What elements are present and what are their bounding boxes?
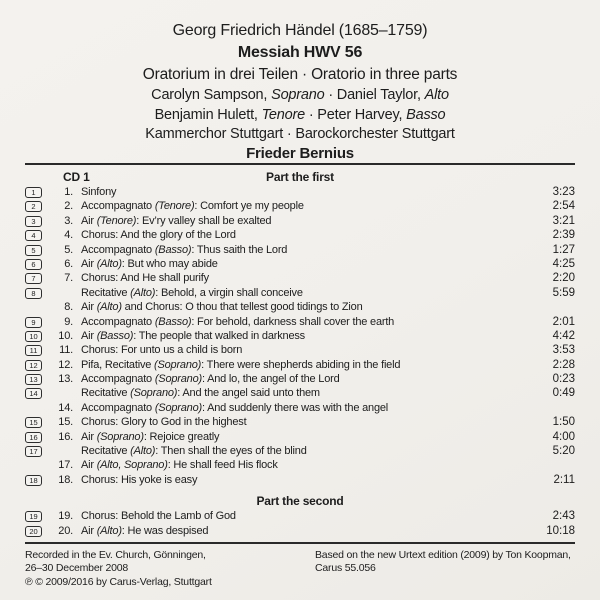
track-title: Accompagnato (Soprano): And lo, the angel of the Lord xyxy=(81,373,340,386)
movement-number: 15. xyxy=(58,416,73,429)
movement-number: 8. xyxy=(64,301,73,314)
conductor-line: Frieder Bernius xyxy=(246,145,354,162)
credit-line-edition: Based on the new Urtext edition (2009) by Ton Koopman, xyxy=(315,548,571,561)
track-row xyxy=(0,372,600,386)
movement-number: 9. xyxy=(64,315,73,328)
track-duration: 5:59 xyxy=(552,286,575,299)
soloists-line-2: Benjamin Hulett, Tenore · Peter Harvey, Basso xyxy=(154,107,446,123)
tracks-part-2 xyxy=(0,509,600,538)
track-row xyxy=(0,329,600,343)
cd-track-number-box: 18 xyxy=(25,475,42,486)
track-duration: 2:11 xyxy=(553,473,575,486)
track-title: Chorus: For unto us a child is born xyxy=(81,344,243,357)
track-row xyxy=(0,386,600,400)
cd-track-number-box xyxy=(25,302,42,313)
track-title: Recitative (Alto): Behold, a virgin shall conceive xyxy=(81,286,303,299)
track-row xyxy=(0,430,600,444)
track-title: Accompagnato (Basso): Thus saith the Lord xyxy=(81,243,288,256)
track-title: Chorus: And He shall purify xyxy=(81,272,209,285)
track-duration: 3:53 xyxy=(552,344,575,357)
track-title: Air (Alto): He was despised xyxy=(81,524,209,537)
cd-track-number-box: 13 xyxy=(25,374,42,385)
track-row xyxy=(0,214,600,228)
credit-line-copyright: ℗ © 2009/2016 by Carus-Verlag, Stuttgart xyxy=(25,575,212,588)
movement-number: 5. xyxy=(64,243,73,256)
cd-track-number-box: 8 xyxy=(25,288,42,299)
track-title: Air (Alto) and Chorus: O thou that tellest good tidings to Zion xyxy=(81,301,363,314)
track-duration: 3:21 xyxy=(552,214,575,227)
track-title: Air (Alto, Soprano): He shall feed His flock xyxy=(81,459,278,472)
cd-row xyxy=(0,169,600,185)
track-row xyxy=(0,286,600,300)
movement-number: 18. xyxy=(58,473,73,486)
movement-number: 13. xyxy=(58,373,73,386)
cd-track-number-box: 7 xyxy=(25,273,42,284)
track-title: Air (Tenore): Ev’ry valley shall be exalted xyxy=(81,214,272,227)
tracklist xyxy=(0,169,600,538)
track-row xyxy=(0,458,600,472)
movement-number: 6. xyxy=(64,257,73,270)
soloists-line-1: Carolyn Sampson, Soprano · Daniel Taylor, Alto xyxy=(151,87,449,103)
track-title: Accompagnato (Tenore): Comfort ye my people xyxy=(81,200,304,213)
track-duration: 0:49 xyxy=(552,387,575,400)
track-duration: 4:00 xyxy=(552,430,575,443)
cd-label: CD 1 xyxy=(63,170,90,184)
track-title: Recitative (Alto): Then shall the eyes of the blind xyxy=(81,445,307,458)
track-row xyxy=(0,509,600,523)
cd-track-number-box: 10 xyxy=(25,331,42,342)
work-title-line: Messiah HWV 56 xyxy=(237,44,363,61)
cd-track-number-box: 19 xyxy=(25,511,42,522)
track-row xyxy=(0,271,600,285)
track-duration: 2:43 xyxy=(552,510,575,523)
track-title: Air (Soprano): Rejoice greatly xyxy=(81,430,220,443)
cd-track-number-box: 16 xyxy=(25,432,42,443)
movement-number: 11. xyxy=(59,344,73,357)
track-row xyxy=(0,358,600,372)
movement-number: 20. xyxy=(58,524,73,537)
track-duration: 5:20 xyxy=(552,445,575,458)
movement-number: 1. xyxy=(64,186,73,198)
track-title: Pifa, Recitative (Soprano): There were shepherds abiding in the field xyxy=(81,358,401,371)
composer-line: Georg Friedrich Händel (1685–1759) xyxy=(172,22,428,39)
section-title-part-1: Part the first xyxy=(266,170,334,184)
track-title: Accompagnato (Soprano): And suddenly there was with the angel xyxy=(81,401,389,414)
subtitle-line: Oratorium in drei Teilen · Oratorio in three parts xyxy=(142,66,458,83)
track-duration: 3:23 xyxy=(552,186,575,198)
cd-track-number-box: 20 xyxy=(25,526,42,537)
ensembles-line: Kammerchor Stuttgart · Barockorchester Stuttgart xyxy=(145,126,455,142)
cd-track-number-box: 3 xyxy=(25,216,42,227)
divider-bottom xyxy=(25,542,575,544)
cd-track-number-box: 1 xyxy=(25,187,42,198)
credits-footer xyxy=(25,549,575,590)
cd-track-number-box: 6 xyxy=(25,259,42,270)
cd-track-number-box: 11 xyxy=(25,345,42,356)
cd-track-number-box xyxy=(25,460,42,471)
credit-line-recorded: Recorded in the Ev. Church, Gönningen, xyxy=(25,548,206,561)
track-duration: 2:20 xyxy=(552,272,575,285)
cd-track-number-box: 2 xyxy=(25,201,42,212)
track-row xyxy=(0,185,600,199)
track-title: Chorus: Glory to God in the highest xyxy=(81,416,247,429)
track-row xyxy=(0,444,600,458)
track-row xyxy=(0,199,600,213)
track-row xyxy=(0,401,600,415)
movement-number: 10. xyxy=(58,329,73,342)
recording-credits xyxy=(25,549,315,590)
track-duration: 10:18 xyxy=(546,524,575,537)
album-header xyxy=(0,0,600,163)
track-title: Air (Basso): The people that walked in darkness xyxy=(81,329,305,342)
cd-track-number-box: 9 xyxy=(25,317,42,328)
track-row xyxy=(0,473,600,487)
track-title: Air (Alto): But who may abide xyxy=(81,257,218,270)
credit-line-catalog: Carus 55.056 xyxy=(315,562,376,575)
track-row xyxy=(0,415,600,429)
track-duration: 1:27 xyxy=(552,243,575,256)
movement-number: 12. xyxy=(58,358,73,371)
track-duration: 2:39 xyxy=(552,229,575,242)
track-duration: 2:28 xyxy=(552,358,575,371)
track-title: Chorus: And the glory of the Lord xyxy=(81,229,236,242)
cd-track-number-box: 12 xyxy=(25,360,42,371)
cd-track-number-box: 14 xyxy=(25,388,42,399)
track-title: Recitative (Soprano): And the angel said unto them xyxy=(81,387,320,400)
divider-top xyxy=(25,163,575,165)
section-title-part-2: Part the second xyxy=(256,494,344,509)
track-duration: 2:54 xyxy=(552,200,575,213)
cd-track-number-box xyxy=(25,403,42,414)
track-title: Sinfony xyxy=(81,186,117,198)
track-row xyxy=(0,315,600,329)
track-row xyxy=(0,343,600,357)
track-row xyxy=(0,228,600,242)
track-duration: 2:01 xyxy=(552,315,575,328)
movement-number: 17. xyxy=(58,459,73,472)
track-title: Accompagnato (Basso): For behold, darkness shall cover the earth xyxy=(81,315,395,328)
movement-number: 2. xyxy=(64,200,73,213)
cd-track-number-box: 5 xyxy=(25,245,42,256)
cd-track-number-box: 15 xyxy=(25,417,42,428)
track-row xyxy=(0,524,600,538)
track-duration: 4:25 xyxy=(552,257,575,270)
movement-number: 3. xyxy=(64,214,73,227)
credit-line-dates: 26–30 December 2008 xyxy=(25,562,129,575)
track-row xyxy=(0,300,600,314)
track-title: Chorus: Behold the Lamb of God xyxy=(81,510,236,523)
track-duration: 4:42 xyxy=(552,329,575,342)
edition-credits xyxy=(315,549,575,590)
movement-number: 16. xyxy=(58,430,73,443)
movement-number: 19. xyxy=(58,510,73,523)
track-duration: 0:23 xyxy=(552,373,575,386)
track-duration: 1:50 xyxy=(552,416,575,429)
track-title: Chorus: His yoke is easy xyxy=(81,473,198,486)
track-row xyxy=(0,257,600,271)
cd-track-number-box: 4 xyxy=(25,230,42,241)
movement-number: 14. xyxy=(58,401,73,414)
movement-number: 4. xyxy=(64,229,73,242)
tracks-part-1 xyxy=(0,185,600,487)
track-row xyxy=(0,243,600,257)
cd-track-number-box: 17 xyxy=(25,446,42,457)
movement-number: 7. xyxy=(64,272,73,285)
